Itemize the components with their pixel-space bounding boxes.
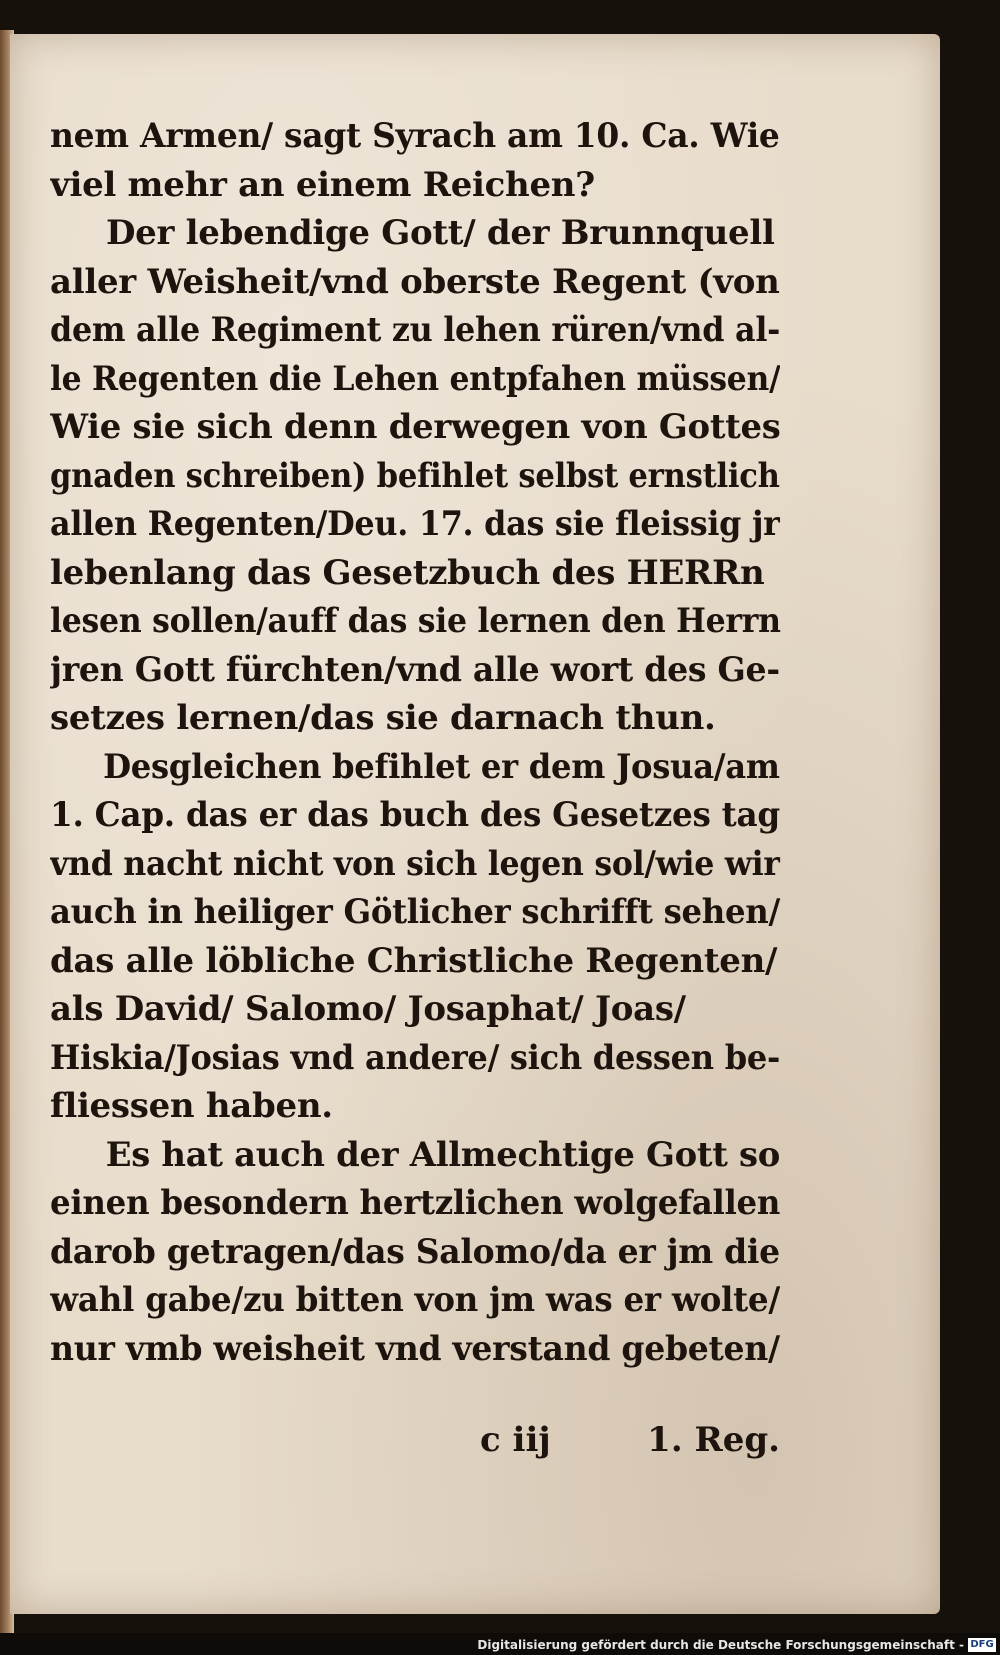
text-line: jren Gott fürchten/vnd alle wort des Ge- bbox=[50, 649, 780, 690]
text-line: vnd nacht nicht von sich legen sol/wie wir bbox=[50, 843, 780, 884]
text-line: allen Regenten/Deu. 17. das sie fleissig jr bbox=[50, 504, 780, 544]
body-text bbox=[50, 112, 780, 1373]
signature-mark: c iij bbox=[480, 1420, 551, 1460]
page-footer bbox=[50, 1416, 780, 1464]
credit-bar bbox=[0, 1633, 1000, 1655]
catchword: 1. Reg. bbox=[647, 1420, 780, 1460]
text-line: 1. Cap. das er das buch des Gesetzes tag bbox=[50, 795, 780, 835]
text-line: aller Weisheit/vnd oberste Regent (von bbox=[50, 261, 780, 302]
text-line: das alle löbliche Christliche Regenten/ bbox=[50, 940, 778, 981]
text-line: einen besondern hertzlichen wolgefallen bbox=[50, 1183, 780, 1223]
text-line: lebenlang das Gesetzbuch des HERRn bbox=[50, 552, 765, 593]
paragraph-start-line: Es hat auch der Allmechtige Gott so bbox=[105, 1134, 781, 1175]
book-page bbox=[10, 34, 940, 1614]
text-line: le Regenten die Lehen entpfahen müssen/ bbox=[50, 358, 780, 399]
paragraph-start-line: Der lebendige Gott/ der Brunnquell bbox=[106, 213, 775, 253]
text-line: gnaden schreiben) befihlet selbst ernstlich bbox=[50, 455, 780, 496]
text-line: lesen sollen/auff das sie lernen den Herrn bbox=[50, 601, 781, 641]
text-line: als David/ Salomo/ Josaphat/ Joas/ bbox=[50, 989, 686, 1029]
text-line: wahl gabe/zu bitten von jm was er wolte/ bbox=[50, 1280, 780, 1320]
paragraph-start-line: Desgleichen befihlet er dem Josua/am bbox=[103, 746, 780, 787]
dfg-logo: DFG bbox=[968, 1638, 996, 1652]
text-line: setzes lernen/das sie darnach thun. bbox=[50, 698, 716, 738]
text-line: nem Armen/ sagt Syrach am 10. Ca. Wie bbox=[50, 116, 780, 156]
text-line: fliessen haben. bbox=[50, 1086, 333, 1126]
text-line: Wie sie sich denn derwegen von Gottes bbox=[50, 407, 781, 447]
text-line: Hiskia/Josias vnd andere/ sich dessen be- bbox=[50, 1037, 780, 1078]
text-line: nur vmb weisheit vnd verstand gebeten/ bbox=[50, 1328, 780, 1369]
text-line: auch in heiliger Götlicher schrifft sehen/ bbox=[50, 892, 781, 932]
text-line: darob getragen/das Salomo/da er jm die bbox=[50, 1231, 780, 1272]
funding-credit: Digitalisierung gefördert durch die Deutsche Forschungsgemeinschaft - bbox=[477, 1638, 964, 1652]
text-line: dem alle Regiment zu lehen rüren/vnd al- bbox=[50, 310, 781, 350]
text-line: viel mehr an einem Reichen? bbox=[50, 164, 595, 205]
